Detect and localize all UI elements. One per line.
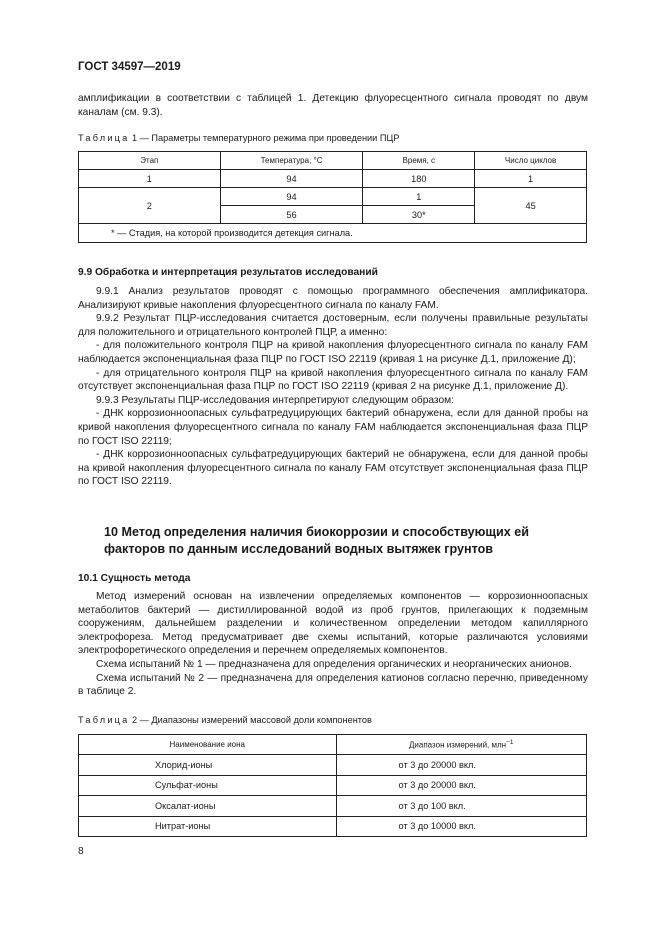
- table2-cell-ion: Оксалат-ионы: [79, 796, 337, 817]
- table1-note: * — Стадия, на которой производится детекция сигнала.: [79, 224, 587, 243]
- table2-caption-text: 2 — Диапазоны измерений массовой доли компонентов: [132, 715, 372, 725]
- section-9-9-heading: 9.9 Обработка и интерпретация результатов исследований: [78, 267, 378, 278]
- paragraph: Схема испытаний № 1 — предназначена для определения органических и неорганических анионов.: [96, 658, 572, 670]
- table1-cell: 2: [79, 188, 221, 224]
- table2-caption-prefix: Таблица: [78, 715, 130, 725]
- table1-row: [79, 170, 587, 188]
- page-number: 8: [78, 846, 84, 857]
- table1-header-stage: Этап: [79, 152, 221, 170]
- table2-header-range-text: Диапазон измерений, млн: [409, 740, 507, 750]
- table1-header-time: Время, с: [363, 152, 475, 170]
- table1-cell: 1: [79, 170, 221, 188]
- table2-row: [79, 796, 587, 817]
- table2-cell-range: от 3 до 10000 вкл.: [336, 816, 586, 837]
- table1-cell: 1: [363, 188, 475, 206]
- table2-cell-range: от 3 до 100 вкл.: [336, 796, 586, 817]
- paragraph: - ДНК коррозионноопасных сульфатредуцирующих бактерий не обнаружена, если для данной пробы на кривой накопления флуоресцентного сигнала по каналу FAM отсутствует экспоненциальная фаза ПЦР по ГОСТ ISO 22119.: [78, 449, 588, 488]
- section-9-9-body: [78, 285, 588, 489]
- paragraph: - для отрицательного контроля ПЦР на кривой накопления флуоресцентного сигнала по каналу FAM отсутствует экспоненциальная фаза ПЦР по ГОСТ ISO 22119 (кривая 2 на рисунке Д.1, приложение Д).: [78, 367, 588, 393]
- paragraph: 9.9.2 Результат ПЦР-исследования считается достоверным, если получены правильные результаты для положительного и отрицательного контролей ПЦР, а именно:: [78, 313, 588, 338]
- table1-caption-text: 1 — Параметры температурного режима при проведении ПЦР: [132, 133, 400, 143]
- table2-caption: [78, 715, 372, 725]
- table2-cell-range: от 3 до 20000 вкл.: [336, 755, 586, 776]
- table2-header-range-sup: −1: [506, 739, 514, 747]
- table2-row: [79, 755, 587, 776]
- table2-row: [79, 775, 587, 796]
- table1-cell: 94: [220, 188, 363, 206]
- table2-header-ion: Наименование иона: [79, 735, 337, 755]
- table1-cell: 1: [475, 170, 587, 188]
- paragraph: 9.9.1 Анализ результатов проводят с помощью программного обеспечения амплификатора. Анализируют кривые накопления флуоресцентного сигнала по каналу FAM.: [78, 286, 588, 311]
- table-2: [78, 734, 587, 837]
- table1-cell: 45: [475, 188, 587, 224]
- section-10-1-heading: 10.1 Сущность метода: [78, 573, 191, 584]
- table1-caption: [78, 133, 399, 143]
- table1-note-row: [79, 224, 587, 243]
- table2-row: [79, 816, 587, 837]
- table2-header-row: [79, 735, 587, 755]
- intro-text: амплификации в соответствии с таблицей 1. Детекцию флуоресцентного сигнала проводят по двум каналам (см. 9.3).: [78, 93, 588, 118]
- table1-cell: 30*: [363, 206, 475, 224]
- table1-header-cycles: Число циклов: [475, 152, 587, 170]
- paragraph: Схема испытаний № 2 — предназначена для определения катионов согласно перечню, приведенному в таблице 2.: [78, 672, 588, 698]
- paragraph: - для положительного контроля ПЦР на кривой накопления флуоресцентного сигнала по каналу FAM наблюдается экспоненциальная фаза ПЦР по ГОСТ ISO 22119 (кривая 1 на рисунке Д.1, приложение Д);: [78, 340, 588, 365]
- table1-caption-prefix: Таблица: [78, 133, 130, 143]
- table1-row: [79, 188, 587, 206]
- paragraph: - ДНК коррозионноопасных сульфатредуцирующих бактерий обнаружена, если для данной пробы на кривой накопления флуоресцентного сигнала по каналу FAM наблюдается экспоненциальная фаза ПЦР по ГОСТ ISO 22119;: [78, 408, 588, 447]
- document-header: ГОСТ 34597—2019: [78, 61, 181, 73]
- table1-cell: 180: [363, 170, 475, 188]
- intro-paragraph: [78, 92, 588, 119]
- table2-cell-ion: Хлорид-ионы: [79, 755, 337, 776]
- table1-cell: 56: [220, 206, 363, 224]
- table1-header-row: [79, 152, 587, 170]
- table2-cell-ion: Сульфат-ионы: [79, 775, 337, 796]
- paragraph: Метод измерений основан на извлечении определяемых компонентов — коррозионноопасных метаболитов бактерий — дистиллированной водой из проб грунтов, прилегающих к подземным сооружениям, дальнейшем разделении и количественном определении методом капиллярного электрофореза. Метод предусматривает две схемы испытаний, которые различаются условиями электрофоретического определения и перечнем определяемых компонентов.: [78, 591, 588, 657]
- table-1: [78, 151, 587, 243]
- table1-header-temp: Температура, °C: [220, 152, 363, 170]
- table2-cell-range: от 3 до 20000 вкл.: [336, 775, 586, 796]
- table1-cell: 94: [220, 170, 363, 188]
- table2-cell-ion: Нитрат-ионы: [79, 816, 337, 837]
- table2-header-range: [336, 735, 586, 755]
- section-10-heading: 10 Метод определения наличия биокоррозии и способствующих ей факторов по данным исследований водных вытяжек грунтов: [104, 525, 530, 556]
- paragraph: 9.9.3 Результаты ПЦР-исследования интерпретируют следующим образом:: [96, 394, 454, 406]
- section-10-1-body: [78, 590, 588, 699]
